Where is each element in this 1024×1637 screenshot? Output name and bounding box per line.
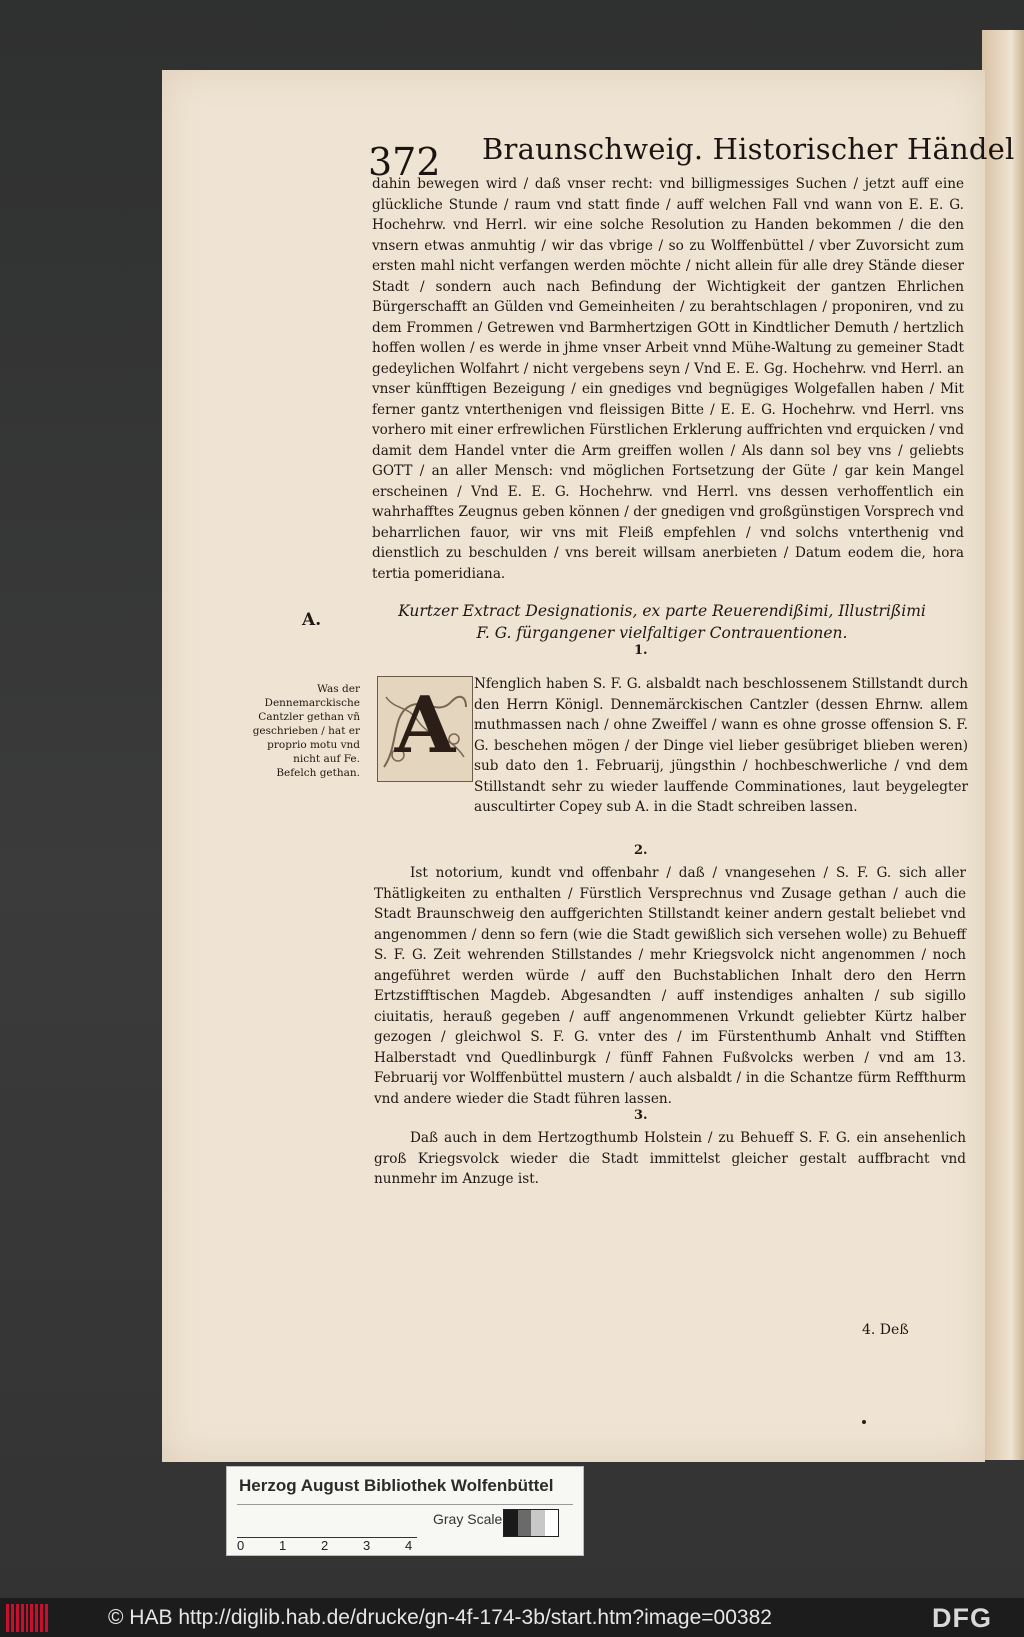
ink-spot [862,1420,866,1424]
ruler-number: 3 [363,1538,371,1553]
footer-bar [0,1598,1024,1637]
ruler-number: 4 [405,1538,413,1553]
gray-scale-swatches [503,1509,559,1537]
card-divider [237,1504,573,1505]
gray-swatch [518,1510,532,1536]
ruler-number: 2 [321,1538,329,1553]
body-paragraph: dahin bewegen wird / daß vnser recht: vnd billigmessiges Suchen / jetzt auff eine glückliche Stunde / raum vnd statt finde / auff welchen Fall vnd wann von E. E. G. Hochehrw. vnd Herrl. wir eine solche Resolution zu Handen bekommen / die den vnsern etwas anmuhtig / wir das vbrige / so zu Wolffenbüttel / vber Zuvorsicht zum ersten mahl nicht verfangen werden möchte / nicht allein für alle drey Stände dieser Stadt / sondern auch nach Befindung der Wichtigkeit der gantzen Ehrlichen Bürgerschafft an Gülden vnd Gemeinheiten / zu berahtschlagen / proponiren, vnd zu dem Frommen / Getrewen vnd Barmhertzigen GOtt in Kindtlicher Demuth / hertzlich hoffen wollen / es werde in jhme vnser Arbeit vnnd Mühe-Waltung zu gemeiner Stadt gedeylichen Wolfahrt / nicht vergebens seyn / Vnd E. E. Gg. Hochehrw. vnd Herrl. an vnser künfftigen Bezeigung / ein gnediges vnd begnügiges Wolgefallen haben / Mit ferner gantz vnterthenigen vnd fleissigen Bitte / E. E. G. Hochehrw. vnd Herrl. vns vorhero mit einer erfrewlichen Fürstlichen Erklerung auffrichten vnd erquicken / vnd damit dem Handel vnter die Arm greiffen wollen / Als dann sol bey vns / geliebts GOTT / an aller Mensch: vnd möglichen Fortsetzung der Güte / gar kein Mangel erscheinen / Vnd E. E. G. Hochehrw. vnd Herrl. vns dessen verhoffentlich ein wahrhafftes Zeugnus geben können / der gnedigen vnd großgünstigen Vorsprech vnd beharrlichen fauor, wir vns mit Fleiß empfehlen / vnd solchs vnterthenig vnd dienstlich zu beschulden / vns bereit willsam anerbieten / Datum eodem die, hora tertia pomeridiana. [372,176,964,582]
section-marker: A. [302,610,322,630]
item-number-1: 1. [634,643,648,658]
calibration-card [226,1466,584,1556]
catchword: 4. Deß [862,1322,909,1338]
initial-letter: A [394,680,456,771]
ruler-number: 0 [237,1538,245,1553]
gray-swatch [531,1510,545,1536]
card-title: Herzog August Bibliothek Wolfenbüttel [239,1476,554,1495]
footer-source-link[interactable]: © HAB http://diglib.hab.de/drucke/gn-4f-174-3b/start.htm?image=00382 [108,1606,772,1629]
section-heading: Kurtzer Extract Designationis, ex parte Reuerendißimi, Illustrißimi F. G. fürgangener vielfaltiger Contrauentionen. [398,602,926,642]
dfg-logo: DFG [932,1603,992,1633]
item-number-2: 2. [634,843,648,858]
document-page [162,70,1015,1462]
gray-swatch [545,1510,559,1536]
item-text-1: Nfenglich haben S. F. G. alsbaldt nach beschlossenem Stillstandt durch den Herrn Königl. Dennemärckischen Cantzler (dessen Ehrnw. allem muthmassen nach / ohne Zweiffel / wann es ohne grosse offension S. F. G. beschehen mögen / der Dinge viel lieber gesübriget blieben weren) sub dato den 1. Februarij, jüngsthin / hochbeschwerliche / vnd dem Stillstandt sehr zu wieder lauffende Comminationes, laut beygelegter auscultirter Copey sub A. in die Stadt schreiben lassen. [474,676,968,815]
gray-swatch [504,1510,518,1536]
running-head: Braunschweig. Historischer Händel [482,132,1015,166]
decorated-initial [377,676,473,782]
page-number: 372 [368,140,441,184]
ruler-number: 1 [279,1538,287,1553]
margin-note: Was der Dennemarckische Cantzler gethan vñ geschrieben / hat er proprio motu vnd nicht auf Fe. Befelch gethan. [252,683,360,779]
gray-scale-label: Gray Scale [433,1511,503,1527]
item-text-2: Ist notorium, kundt vnd offenbahr / daß / vnangesehen / S. F. G. sich aller Thätligkeiten zu enthalten / Fürstlich Versprechnus vnd Zusage gethan / auch die Stadt Braunschweig den auffgerichten Stillstandt keiner andern gestalt beliebet vnd angenommen / denn so fern (wie die Stadt gewißlich sich versehen wolle) zu Behueff S. F. G. Zeit wehrenden Stillstandes / mehr Kriegsvolck nicht angenommen / noch angeführet werden würde / auff den Buchstablichen Inhalt dero den Herrn Ertzstifftischen Magdeb. Abgesandten / auff instendiges anhalten / sub sigillo ciuitatis, herauß gegeben / auff angenommenen Vrkundt geliebter Kürtz halber gezogen / gleichwol S. F. G. vnter des / im Fürstenthumb Anhalt vnd Stifften Halberstadt vnd Quedlinburgk / fünff Fahnen Fußvolcks werben / vnd am 13. Februarij vor Wolffenbüttel mustern / auch alsbaldt / in die Schantze fürm Reffthurm vnd andere wieder die Stadt führen lassen. [374,865,966,1107]
adjacent-page-edge [982,30,1024,1460]
item-text-3: Daß auch in dem Hertzogthumb Holstein / zu Behueff S. F. G. ein ansehenlich groß Kriegsvolck wieder die Stadt immittelst gleicher gestalt auffbracht vnd nunmehr im Anzuge ist. [374,1130,966,1187]
item-number-3: 3. [634,1108,648,1123]
barcode-icon [6,1604,48,1632]
